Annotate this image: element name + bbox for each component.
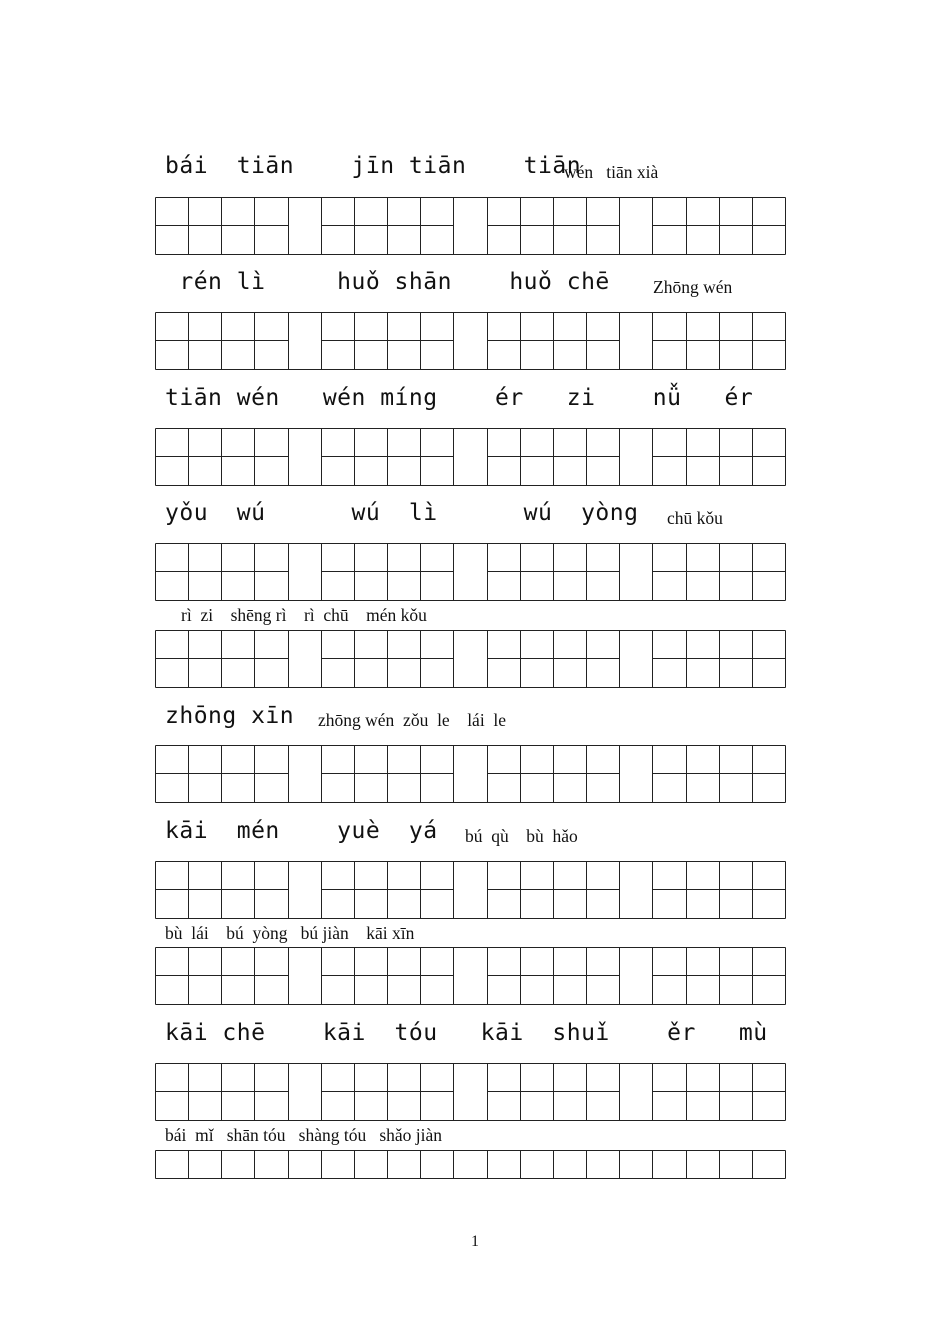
pinyin-row-10-extra: bái mǐ shān tóu shàng tóu shǎo jiàn [165, 1125, 443, 1145]
writing-grid-3 [155, 428, 786, 486]
pinyin-row-6: zhōng xīn [165, 703, 295, 729]
page-number: 1 [471, 1233, 479, 1250]
pinyin-row-1-extra: wén tiān xià [564, 162, 659, 182]
pinyin-row-2: rén lì huǒ shān huǒ chē [165, 269, 610, 295]
pinyin-row-1: bái tiān jīn tiān tiān [165, 153, 582, 179]
pinyin-row-7: kāi mén yuè yá [165, 818, 438, 844]
pinyin-row-7-extra: bú qù bù hǎo [465, 826, 578, 846]
writing-grid-6 [155, 745, 786, 803]
writing-grid-5 [155, 630, 786, 688]
pinyin-row-4: yǒu wú wú lì wú yòng [165, 500, 639, 526]
writing-grid-2 [155, 312, 786, 370]
pinyin-row-6-extra: zhōng wén zǒu le lái le [318, 710, 507, 730]
pinyin-row-9: kāi chē kāi tóu kāi shuǐ ěr mù [165, 1020, 768, 1046]
pinyin-row-4-extra: chū kǒu [667, 508, 723, 528]
pinyin-row-8-extra: bù lái bú yòng bú jiàn kāi xīn [165, 923, 415, 943]
pinyin-row-3: tiān wén wén míng ér zi nǚ ér [165, 385, 754, 411]
writing-grid-7 [155, 861, 786, 919]
writing-grid-1 [155, 197, 786, 255]
pinyin-row-5-extra: rì zi shēng rì rì chū mén kǒu [181, 605, 427, 625]
pinyin-row-2-extra: Zhōng wén [653, 277, 733, 297]
writing-grid-9 [155, 1063, 786, 1121]
writing-grid-10 [155, 1150, 786, 1180]
writing-grid-8 [155, 947, 786, 1005]
writing-grid-4 [155, 543, 786, 601]
